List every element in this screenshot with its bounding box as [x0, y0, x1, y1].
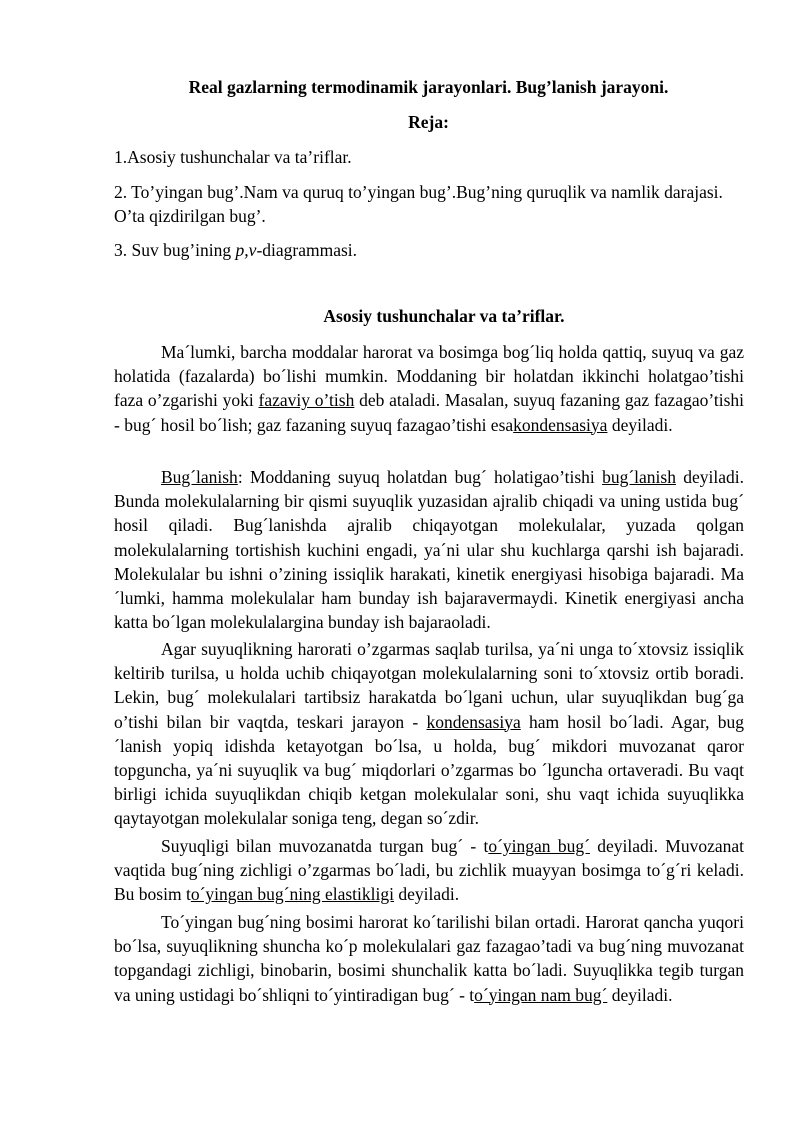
plan-item-3-italic: p,v [235, 240, 257, 260]
plan-item-3-text: 3. Suv bug’ining [114, 240, 236, 260]
paragraph-5-text-a: To´yingan bug´ning bosimi harorat ko´tarilishi bilan ortadi. Harorat qancha yuqori bo´lsa, suyuqlikning shuncha ko´p molekulalari gaz fazagao’tadi va bug´ning muvozanat topgandagi zichligi, binobarin, bosimi shunchalik katta bo´ladi. Suyuqlikka tegib turgan va uning ustidagi bo´shliqni to´yintiradigan bug´ - t [114, 912, 744, 1005]
term-buglanish: bug´lanish [602, 467, 676, 487]
term-toyingan-nam-bug: o´yingan nam bug´ [474, 984, 608, 1005]
term-buglanish-heading: Bug´lanish [161, 467, 238, 487]
paragraph-4-text-a: Suyuqligi bilan muvozanatda turgan bug´ - t [161, 836, 489, 856]
paragraph-2 [114, 465, 744, 634]
term-kondensasiya-2: kondensasiya [426, 711, 521, 732]
plan-item-3 [114, 238, 744, 262]
term-elastiklik: o´yingan bug´ning elastikligi [190, 884, 394, 905]
document-title: Real gazlarning termodinamik jarayonlari. Bug’lanish jarayoni. [188, 77, 669, 97]
paragraph-5 [114, 910, 744, 1007]
paragraph-2-text-a: : Moddaning suyuq holatdan bug´ holatigao’tishi [237, 467, 603, 487]
paragraph-1-text-c: deyiladi. [607, 414, 673, 435]
paragraph-1-text-b: deb ataladi. Masalan, suyuq fazaning gaz fazagao’tishi - bug´ hosil bo´lish; gaz fazaning suyuq fazagao’tishi esa [114, 390, 744, 435]
paragraph-1-text-a: Ma´lumki, barcha moddalar harorat va bosimga bog´liq holda qattiq, suyuq va gaz holatida (fazalarda) bo´lishi mumkin. Moddaning bir holatdan ikkinchi holatgao’tishi faza o’zgarishi yoki [114, 342, 744, 411]
paragraph-4 [114, 834, 744, 907]
term-toyingan-bug: o´yingan bug´ [488, 836, 590, 856]
paragraph-3-text-b: ham hosil bo´ladi. Agar, bug´lanish yopiq idishda ketayotgan bo´lsa, u holda, bug´ mikdori muvozanat qaror topguncha, ya´ni suyuqlik va bug´ miqdorlari o’zgarmas bo ´lguncha ortaveradi. Bu vaqt birligi ichida suyuqlikdan chiqib ketgan molekulalar soni, shu vaqt ichida suyuqlikka qaytayotgan molekulalar soniga teng, degan so´zdir. [114, 711, 744, 829]
plan-item-1: 1.Asosiy tushunchalar va ta’riflar. [114, 147, 352, 167]
paragraph-4-text-c: deyiladi. [394, 884, 460, 905]
paragraph-2-text-b: deyiladi. Bunda molekulalarning bir qismi suyuqlik yuzasidan ajralib chiqadi va uning ustida bug´ hosil qiladi. Bug´lanishda ajralib chiqayotgan molekulalar, yuzada qolgan molekulalarning tortishish kuchini engadi, ya´ni ular shu kuchlarga qarshi ish bajaradi. Molekulalar bu ishni o’zining issiqlik harakati, kinetik energiyasi hisobiga bajaradi. Ma´lumki, hamma molekulalar ham bunday ish bajaravermaydi. Kinetik energiyasi ancha katta bo´lgan molekulalargina bunday ish bajaraoladi. [114, 467, 744, 633]
paragraph-1 [114, 340, 744, 437]
plan-item-3-suffix: -diagrammasi. [256, 240, 358, 260]
term-kondensasiya: kondensasiya [513, 414, 608, 435]
plan-item-2: 2. To’yingan bug’.Nam va quruq to’yingan bug’.Bug’ning quruqlik va namlik darajasi. O’ta qizdirilgan bug’. [114, 182, 723, 226]
paragraph-4-text-b: deyiladi. Muvozanat vaqtida bug´ning zichligi o’zgarmas bo´ladi, bu zichlik muayyan bosimga to´g´ri keladi. Bu bosim t [114, 836, 744, 905]
section-title: Asosiy tushunchalar va ta’riflar. [323, 306, 565, 326]
paragraph-3-text-a: Agar suyuqlikning harorati o’zgarmas saqlab turilsa, ya´ni unga to´xtovsiz issiqlik keltirib turilsa, u holda uchib chiqayotgan molekulalarning soni to´xtovsiz ortib boradi. Lekin, bug´ molekulalari tartibsiz harakatda bo´lgani uchun, ular suyuqlikdan bug´ga o’tishi bilan bir vaqtda, teskari jarayon - [114, 639, 744, 732]
term-fazaviy-otish: fazaviy o’tish [258, 390, 355, 411]
plan-heading: Reja: [408, 112, 449, 132]
paragraph-3 [114, 637, 744, 831]
paragraph-5-text-b: deyiladi. [607, 984, 673, 1005]
